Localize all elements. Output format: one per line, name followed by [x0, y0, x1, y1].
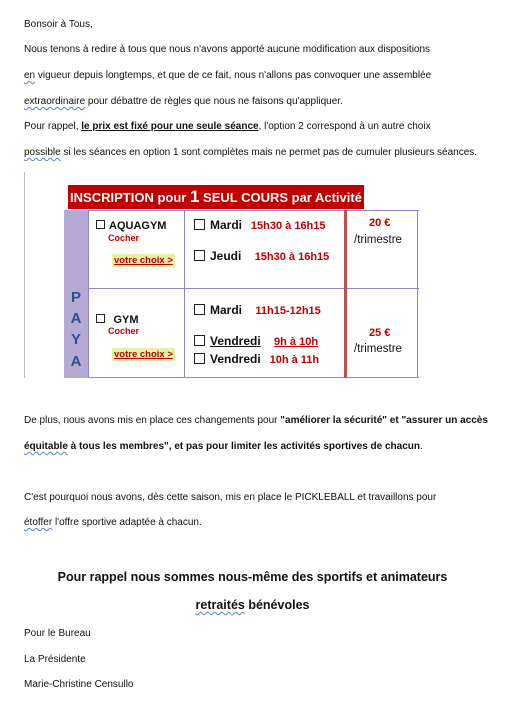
spellcheck-word-equitable: équitable — [24, 441, 68, 452]
checkbox-icon[interactable] — [194, 219, 205, 230]
slot-hours: 15h30 à 16h15 — [254, 251, 330, 263]
paragraph-4-line-2 — [24, 517, 202, 529]
slot-day: Vendredi — [210, 334, 261, 348]
paragraph-3-intro: De plus, nous avons mis en place ces changements pour — [24, 415, 281, 426]
slot-hours: 11h15-12h15 — [255, 305, 321, 317]
paya-letter: A — [70, 353, 82, 370]
spellcheck-word-en: en — [24, 70, 36, 81]
closing-statement-line-1: Pour rappel nous sommes nous-même des sportifs et animateurs — [57, 570, 448, 584]
grid-line — [88, 210, 89, 378]
choix-highlight: votre choix > — [114, 349, 173, 360]
spellcheck-word-etoffer: étoffer — [24, 517, 53, 528]
checkbox-icon[interactable] — [96, 314, 105, 323]
paragraph-3-line-2-bold: à tous les membres", et pas pour limiter les activités sportives de chacun — [67, 441, 421, 452]
greeting: Bonsoir à Tous, — [24, 19, 93, 30]
image-left-border — [24, 172, 25, 378]
grid-line — [88, 377, 419, 378]
paya-letter: P — [70, 289, 81, 306]
slot-gym-3 — [194, 350, 319, 368]
slot-day: Jeudi — [210, 249, 242, 263]
checkbox-icon[interactable] — [194, 353, 205, 364]
spellcheck-word-retraites: retraités — [195, 598, 245, 612]
red-divider — [344, 210, 347, 378]
cocher-label: Cocher — [108, 233, 140, 243]
slot-hours: 10h à 11h — [269, 354, 320, 366]
paragraph-3-line-1 — [24, 415, 488, 427]
closing-statement-rest: bénévoles — [244, 598, 310, 612]
choix-label — [112, 250, 175, 268]
grid-line — [417, 210, 418, 378]
slot-gym-1 — [194, 301, 321, 319]
slot-day: Vendredi — [210, 352, 261, 366]
paragraph-3-period: . — [420, 441, 423, 452]
spellcheck-word-extraordinaire: extraordinaire — [24, 96, 86, 107]
checkbox-icon[interactable] — [96, 220, 105, 229]
paragraph-1-line-1: Nous tenons à redire à tous que nous n'avons apporté aucune modification aux dispositions — [24, 44, 431, 55]
slot-aquagym-2 — [194, 247, 329, 265]
paragraph-1-line-3 — [24, 96, 343, 108]
paragraph-1-line-2 — [24, 70, 431, 82]
paya-letter: Y — [70, 331, 81, 348]
grid-line — [88, 288, 419, 289]
banner-number: 1 — [189, 187, 200, 206]
slot-gym-2 — [194, 332, 318, 350]
inscription-banner — [68, 185, 364, 209]
activity-label: AQUAGYM — [109, 220, 167, 232]
inscription-table-image — [24, 172, 419, 378]
paya-letter: A — [70, 310, 82, 327]
closing-statement-line-2 — [0, 598, 505, 612]
cocher-label: Cocher — [108, 326, 140, 336]
paragraph-2-intro: Pour rappel, — [24, 121, 82, 132]
price-emphasis: le prix est fixé pour une seule séance — [81, 121, 259, 132]
slot-day: Mardi — [210, 218, 243, 232]
signature-role: La Présidente — [24, 654, 86, 665]
slot-hours: 9h à 10h — [274, 336, 319, 348]
paragraph-3-line-2 — [24, 441, 423, 453]
checkbox-icon[interactable] — [194, 335, 205, 346]
slot-day: Mardi — [210, 303, 243, 317]
paragraph-4-line-1: C'est pourquoi nous avons, dès cette saison, mis en place le PICKLEBALL et travaillons pour — [24, 492, 437, 503]
period-gym: /trimestre — [354, 343, 402, 355]
price-aquagym: 20 € — [369, 217, 391, 229]
paya-column — [64, 210, 88, 378]
paragraph-2-line-1 — [24, 121, 431, 133]
activity-label: GYM — [113, 314, 139, 326]
activity-aquagym — [96, 216, 166, 234]
paragraph-2-rest: , l'option 2 correspond à un autre choix — [258, 121, 431, 132]
choix-label — [112, 344, 175, 362]
choix-highlight: votre choix > — [114, 255, 173, 266]
spellcheck-word-possible: possible — [24, 147, 61, 158]
paragraph-1-line-3-text: pour débattre de règles que nous ne faisons qu'appliquer. — [85, 96, 343, 107]
grid-line — [88, 210, 419, 211]
checkbox-icon[interactable] — [194, 304, 205, 315]
paragraph-4-line-2-text: l'offre sportive adaptée à chacun. — [52, 517, 202, 528]
checkbox-icon[interactable] — [194, 250, 205, 261]
slot-aquagym-1 — [194, 216, 326, 234]
signature-name: Marie-Christine Censullo — [24, 679, 134, 690]
banner-text-a: INSCRIPTION pour — [70, 190, 190, 205]
signature-bureau: Pour le Bureau — [24, 628, 91, 639]
banner-text-b: SEUL COURS par Activité — [199, 190, 362, 205]
grid-line — [184, 210, 185, 378]
slot-hours: 15h30 à 16h15 — [250, 220, 326, 232]
paragraph-1-line-2-text: vigueur depuis longtemps, et que de ce fait, nous n'allons pas convoquer une assemblée — [35, 70, 432, 81]
paragraph-2-line-2 — [24, 147, 477, 159]
period-aquagym: /trimestre — [354, 234, 402, 246]
paragraph-2-line-2-text: si les séances en option 1 sont complètes mais ne permet pas de cumuler plusieurs séances. — [60, 147, 478, 158]
paragraph-3-bold: "améliorer la sécurité" et "assurer un accès — [280, 415, 488, 426]
price-gym: 25 € — [369, 327, 391, 339]
